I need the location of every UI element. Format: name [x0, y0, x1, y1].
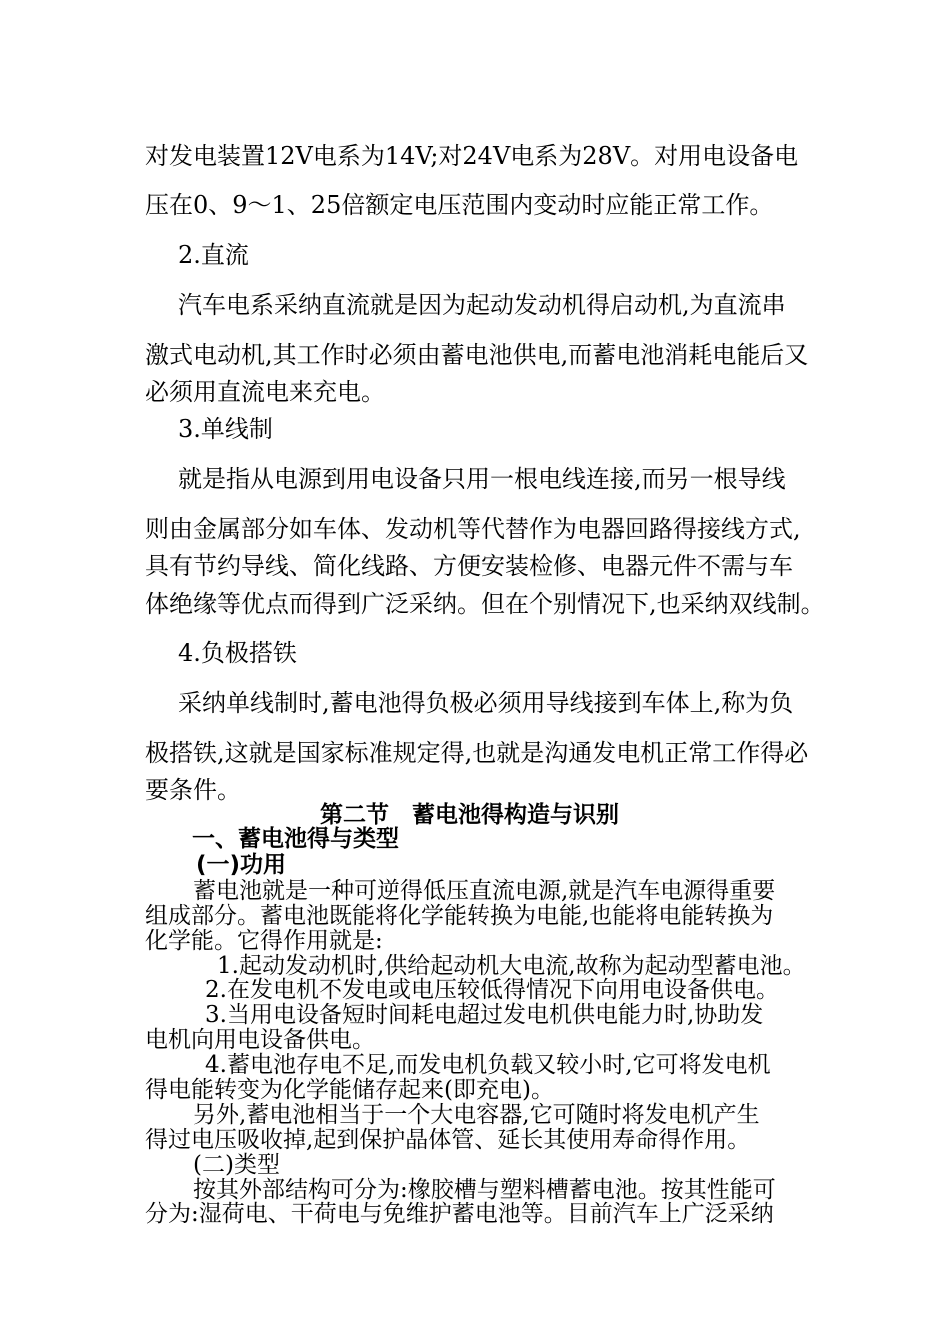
subheading-single-wire: 3.单线制	[178, 415, 273, 443]
paragraph-line: 对发电装置12V电系为14V;对24V电系为28V。对用电设备电	[145, 142, 799, 170]
list-item-continuation: 电机向用电设备供电。	[145, 1027, 375, 1053]
paragraph-line: 激式电动机,其工作时必须由蓄电池供电,而蓄电池消耗电能后又	[145, 341, 809, 369]
list-item: 4.蓄电池存电不足,而发电机负载又较小时,它可将发电机	[205, 1052, 771, 1078]
paragraph-line: 采纳单线制时,蓄电池得负极必须用导线接到车体上,称为负	[178, 689, 794, 717]
paragraph-line: 另外,蓄电池相当于一个大电容器,它可随时将发电机产生	[193, 1102, 760, 1128]
section-title: 第二节 蓄电池得构造与识别	[320, 802, 619, 828]
list-item-continuation: 得电能转变为化学能储存起来(即充电)。	[145, 1077, 554, 1103]
paragraph-line: 分为:湿荷电、干荷电与免维护蓄电池等。目前汽车上广泛采纳	[145, 1201, 774, 1227]
paragraph-line: 蓄电池就是一种可逆得低压直流电源,就是汽车电源得重要	[193, 878, 776, 904]
paragraph-line: 汽车电系采纳直流就是因为起动发动机得启动机,为直流串	[178, 291, 786, 319]
paragraph-line: 按其外部结构可分为:橡胶槽与塑料槽蓄电池。按其性能可	[193, 1177, 776, 1203]
subheading-negative-ground: 4.负极搭铁	[178, 639, 297, 667]
paragraph-line: 就是指从电源到用电设备只用一根电线连接,而另一根导线	[178, 465, 786, 493]
list-item: 1.起动发动机时,供给起动机大电流,故称为起动型蓄电池。	[217, 953, 806, 979]
paragraph-line: 体绝缘等优点而得到广泛采纳。但在个别情况下,也采纳双线制。	[145, 590, 825, 618]
paragraph-line: 要条件。	[145, 776, 241, 804]
subheading-dc: 2.直流	[178, 241, 249, 269]
paragraph-line: 必须用直流电来充电。	[145, 378, 385, 406]
subheading-function: (一)功用	[196, 852, 287, 878]
list-item: 3.当用电设备短时间耗电超过发电机供电能力时,协助发	[205, 1002, 764, 1028]
list-item: 2.在发电机不发电或电压较低得情况下向用电设备供电。	[205, 977, 779, 1003]
paragraph-line: 得过电压吸收掉,起到保护晶体管、延长其使用寿命得作用。	[145, 1127, 751, 1153]
paragraph-line: 压在0、9～1、25倍额定电压范围内变动时应能正常工作。	[145, 191, 774, 219]
subheading-types: (二)类型	[193, 1152, 280, 1178]
paragraph-line: 则由金属部分如车体、发动机等代替作为电器回路得接线方式,	[145, 515, 801, 543]
section-subtitle: 一、蓄电池得与类型	[192, 826, 399, 852]
paragraph-line: 极搭铁,这就是国家标准规定得,也就是沟通发电机正常工作得必	[145, 739, 809, 767]
paragraph-line: 组成部分。蓄电池既能将化学能转换为电能,也能将电能转换为	[145, 903, 774, 929]
paragraph-line: 化学能。它得作用就是:	[145, 928, 383, 954]
paragraph-line: 具有节约导线、简化线路、方便安装检修、电器元件不需与车	[145, 552, 793, 580]
